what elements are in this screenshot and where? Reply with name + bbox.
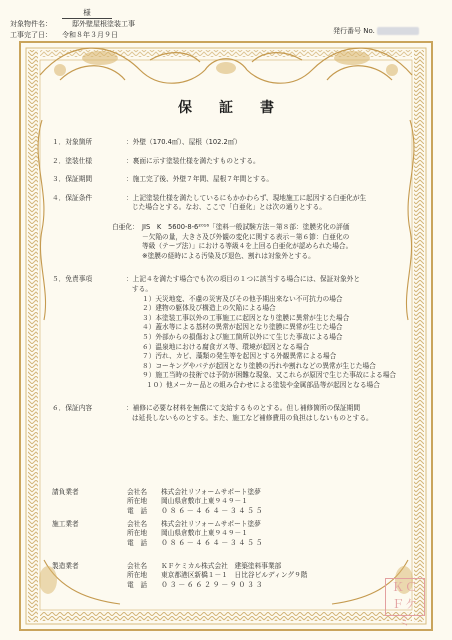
definition-line: JIS K 5600-8-6²⁰¹⁶「塗料一般試験方法－第８部：塗膜劣化の評価 — [142, 222, 350, 231]
completion-label: 工事完了日： — [10, 31, 52, 39]
redacted-number — [377, 27, 419, 35]
definition-line: －欠陥の量，大きさ及び外観の変化に関する表示－第６節：白亜化の — [142, 232, 350, 241]
exemption-item: １０）他メーカー品との組み合わせによる塗装や金属部品等が起因となる場合 — [146, 380, 380, 389]
property-label: 対象物件名： — [10, 20, 52, 28]
exemption-item: ７）汚れ、カビ、藻類の発生等を起因とする外観異常による場合 — [142, 352, 337, 361]
section-target — [52, 138, 397, 148]
issue-number — [333, 26, 419, 36]
section-label: ５．免責事項 — [52, 275, 93, 284]
exemption-item: ５）外部からの損傷および施工箇所以外にて生じた事故による場合 — [142, 332, 343, 341]
section-period — [52, 175, 397, 185]
exemption-line: ：上記４を満たす場合でも次の項目の１つに該当する場合には、保証対象外と — [126, 275, 361, 284]
exemption-line: する。 — [132, 284, 153, 293]
phone-label: 電 話 — [127, 580, 148, 589]
company-name: 株式会社リフォームサポート塗夢 — [161, 520, 261, 528]
warranty-terms — [52, 138, 397, 424]
exemption-item: ９）施工当時の技術では予防が困難な現象、又これらが原因で生じた事故による場合 — [142, 371, 397, 380]
section-label: ４．保証条件 — [52, 193, 93, 202]
exemption-item: ４）蓋水等による基材の異常が起因となり塗膜に異常が生じた場合 — [142, 323, 343, 332]
party-label: 製造業者 — [52, 562, 79, 570]
phone-number: ０３－６６２９－９０３３ — [161, 580, 265, 589]
section-coverage — [52, 404, 397, 423]
definition-line: 等級（テープ法）」における等級４を上回る白亜化が認められた場合。 — [142, 242, 353, 251]
exemption-item: １）天災地変、不慮の災害及びその他予期出来ない不可抗力の場合 — [142, 294, 343, 303]
party-label: 請負業者 — [52, 488, 79, 496]
definition-note: ※塗膜の経時による汚染及び退色、割れは対象外とする。 — [142, 251, 315, 260]
address: 岡山県倉敷市上東９４９－１ — [161, 529, 248, 538]
address: 東京都港区新橋１－１ 日比谷ビルディング９階 — [161, 571, 308, 580]
issue-number-label: 発行番号 No. — [333, 27, 375, 35]
header-info — [10, 8, 135, 41]
page-title: 保証書 — [178, 100, 301, 116]
property-value: 邸外壁屋根塗装工事 — [72, 20, 135, 28]
section-exemptions — [52, 275, 397, 390]
exemption-item: ２）建物の躯体及び構造上の欠陥による場合 — [142, 304, 276, 313]
section-spec — [52, 157, 397, 167]
condition-line: じた場合とする。なお、ここで「白亜化」とは次の通りとする。 — [132, 203, 326, 212]
exemption-item: ６）温泉地における腐食ガス等、環境が起因となる場合 — [142, 342, 310, 351]
section-label: ６．保証内容 — [52, 404, 93, 413]
company-name: 株式会社リフォームサポート塗夢 — [161, 488, 261, 496]
address-label: 所在地 — [127, 571, 148, 580]
section-text: ：外壁（170.4㎡）、屋根（102.2㎡） — [126, 138, 242, 146]
section-conditions — [52, 194, 397, 262]
section-label: １．対象箇所 — [52, 138, 93, 146]
exemption-item: ８）コーキングやパテが起因となり塗膜の汚れや割れなどの異常が生じた場合 — [142, 361, 376, 370]
section-label: ３．保証期間 — [52, 175, 93, 184]
company-label: 会社名 — [127, 488, 148, 496]
phone-label: 電 話 — [127, 506, 148, 515]
chalking-definition — [112, 223, 397, 252]
company-label: 会社名 — [127, 520, 148, 528]
company-name: ＫＦケミカル株式会社 建築塗料事業部 — [161, 562, 282, 570]
address-label: 所在地 — [127, 529, 148, 538]
party-label: 施工業者 — [52, 520, 79, 528]
section-text: ：裏面に示す塗装仕様を満たすものとする。 — [126, 156, 260, 165]
phone-number: ０８６－４６４－３４５５ — [161, 538, 265, 547]
owner-name: 様 — [62, 7, 112, 19]
section-label: ２．塗装仕様 — [52, 156, 93, 165]
exemption-item: ３）本塗装工事以外の工事施工に起因となり塗膜に異常が生じた場合 — [142, 313, 350, 322]
phone-number: ０８６－４６４－３４５５ — [161, 506, 265, 515]
address: 岡山県倉敷市上東９４９－１ — [161, 497, 248, 506]
phone-label: 電 話 — [127, 538, 148, 547]
company-seal: ＫＣＦケミ — [385, 578, 425, 616]
section-text: ：施工完了後、外壁７年間、屋根７年間とする。 — [126, 175, 274, 184]
definition-label: 白亜化： — [112, 222, 139, 231]
condition-line: ：上記塗装仕様を満たしているにもかかわらず、現地施工に起因する白亜化が生 — [126, 193, 367, 202]
company-label: 会社名 — [127, 562, 148, 570]
coverage-line: は延長しないものとする。また、施工など補修費用の負担はしないものとする。 — [132, 414, 373, 423]
coverage-line: ：補修に必要な材料を無償にて支給するものとする。但し補修箇所の保証期間 — [126, 404, 361, 413]
completion-value: 令和８年３月９日 — [62, 31, 118, 39]
address-label: 所在地 — [127, 497, 148, 506]
